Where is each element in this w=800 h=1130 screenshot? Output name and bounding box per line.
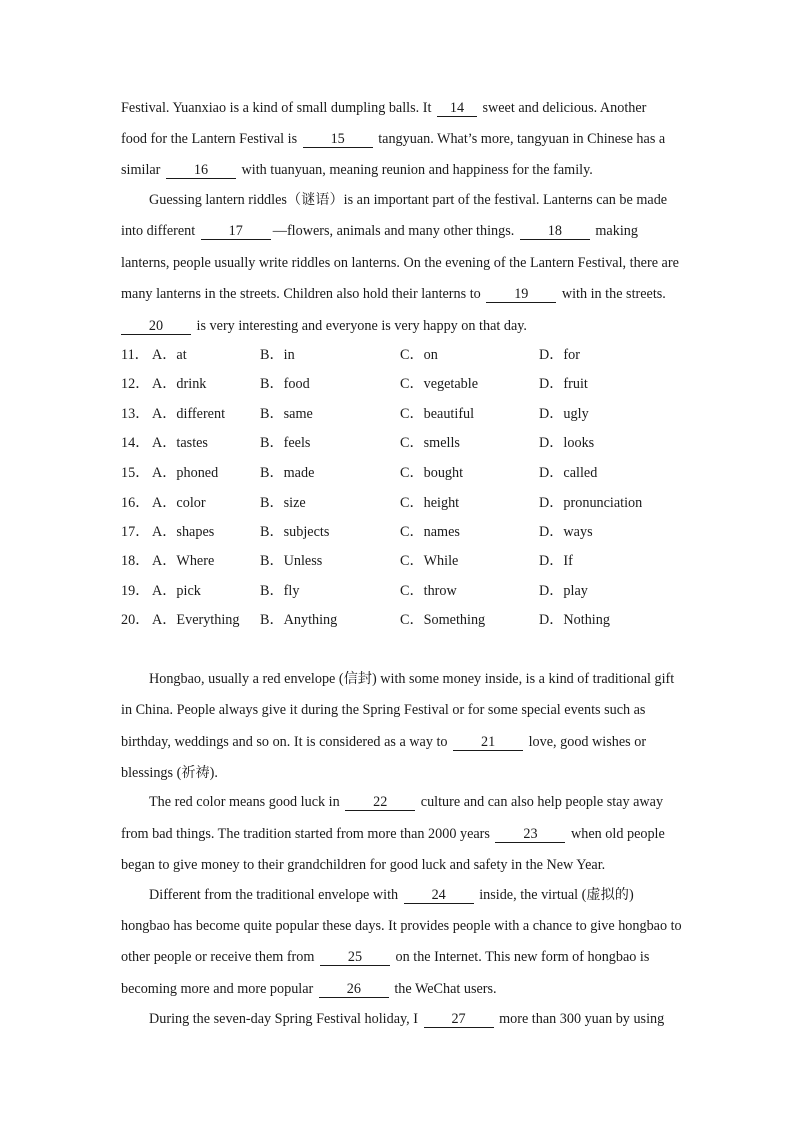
option-a[interactable]: A．pick [152,583,201,599]
answer-blank-25[interactable]: 25 [320,949,390,966]
answer-blank-20[interactable]: 20 [121,318,191,335]
option-c[interactable]: C．Something [400,612,486,628]
option-d[interactable]: D．for [539,347,580,363]
option-c[interactable]: C．bought [400,465,464,481]
question-number: 18． [121,553,150,569]
question-number: 19． [121,583,150,599]
text: food for the Lantern Festival is [121,131,298,147]
text: The red color means good luck in [149,794,340,810]
passage2-line [149,670,674,688]
question-number: 12． [121,376,150,392]
passage1-line [121,161,593,179]
passage2-line [121,948,649,966]
passage2-line [149,886,634,904]
option-row [121,434,721,452]
option-d[interactable]: D．called [539,465,598,481]
text: inside, the virtual (虚拟的) [479,887,634,903]
question-number: 15． [121,465,150,481]
text: —flowers, animals and many other things. [272,223,515,239]
option-c[interactable]: C．names [400,524,460,540]
passage1-line [121,317,527,335]
text: blessings (祈祷). [121,765,218,781]
text: on the Internet. This new form of hongbao is [395,949,650,965]
passage2-line [121,917,682,935]
answer-blank-18[interactable]: 18 [520,223,590,240]
option-c[interactable]: C．height [400,495,460,511]
option-b[interactable]: B．in [260,347,295,363]
option-a[interactable]: A．tastes [152,435,208,451]
option-b[interactable]: B．food [260,376,310,392]
option-d[interactable]: D．play [539,583,588,599]
text: the WeChat users. [394,981,497,997]
option-b[interactable]: B．made [260,465,315,481]
option-b[interactable]: B．feels [260,435,311,451]
option-d[interactable]: D．pronunciation [539,495,643,511]
answer-blank-21[interactable]: 21 [453,734,523,751]
answer-blank-14[interactable]: 14 [437,100,477,117]
option-row [121,552,721,570]
question-number: 11． [121,347,149,363]
option-a[interactable]: A．color [152,495,206,511]
option-row [121,346,721,364]
option-b[interactable]: B．fly [260,583,300,599]
option-c[interactable]: C．smells [400,435,460,451]
passage1-line [149,191,667,209]
question-number: 20． [121,612,150,628]
option-c[interactable]: C．on [400,347,438,363]
passage2-line [149,1010,664,1028]
text: with tuanyuan, meaning reunion and happiness for the family. [241,162,593,178]
text: birthday, weddings and so on. It is considered as a way to [121,734,448,750]
option-a[interactable]: A．shapes [152,524,215,540]
option-d[interactable]: D．Nothing [539,612,610,628]
answer-blank-27[interactable]: 27 [424,1011,494,1028]
option-a[interactable]: A．Everything [152,612,240,628]
question-number: 16． [121,495,150,511]
option-a[interactable]: A．drink [152,376,207,392]
text: other people or receive them from [121,949,315,965]
passage2-line [149,793,663,811]
option-a[interactable]: A．different [152,406,226,422]
text: in China. People always give it during the Spring Festival or for some special events such as [121,702,646,718]
option-a[interactable]: A．at [152,347,187,363]
passage1-line [121,99,646,117]
option-d[interactable]: D．If [539,553,573,569]
answer-blank-17[interactable]: 17 [201,223,271,240]
text: During the seven-day Spring Festival holiday, I [149,1011,418,1027]
passage2-line [121,980,497,998]
text: making [595,223,638,239]
passage2-line [121,733,646,751]
text: tangyuan. What’s more, tangyuan in Chinese has a [378,131,666,147]
answer-blank-26[interactable]: 26 [319,981,389,998]
answer-blank-24[interactable]: 24 [404,887,474,904]
text: when old people [571,826,665,842]
text: began to give money to their grandchildren for good luck and safety in the New Year. [121,857,606,873]
text: Festival. Yuanxiao is a kind of small dumpling balls. It [121,100,432,116]
option-a[interactable]: A．Where [152,553,215,569]
text: into different [121,223,196,239]
option-d[interactable]: D．ugly [539,406,589,422]
text: sweet and delicious. Another [482,100,647,116]
passage2-line [121,701,645,719]
option-b[interactable]: B．subjects [260,524,330,540]
option-c[interactable]: C．vegetable [400,376,479,392]
text: hongbao has become quite popular these days. It provides people with a chance to give hongbao to [121,918,682,934]
option-d[interactable]: D．fruit [539,376,588,392]
passage2-line [121,856,605,874]
answer-blank-19[interactable]: 19 [486,286,556,303]
option-row [121,494,721,512]
answer-blank-23[interactable]: 23 [495,826,565,843]
answer-blank-15[interactable]: 15 [303,131,373,148]
option-b[interactable]: B．Unless [260,553,323,569]
option-d[interactable]: D．looks [539,435,595,451]
option-row [121,582,721,600]
text: many lanterns in the streets. Children also hold their lanterns to [121,286,481,302]
question-number: 17． [121,524,150,540]
option-row [121,405,721,423]
text: Hongbao, usually a red envelope (信封) with some money inside, is a kind of traditional gift [149,671,675,687]
option-c[interactable]: C．While [400,553,459,569]
option-row [121,611,721,629]
text: lanterns, people usually write riddles on lanterns. On the evening of the Lantern Festival, there are [121,255,679,271]
answer-blank-22[interactable]: 22 [345,794,415,811]
text: with in the streets. [561,286,666,302]
passage2-line [121,764,218,782]
option-row [121,523,721,541]
passage1-line [121,130,665,148]
answer-blank-16[interactable]: 16 [166,162,236,179]
option-d[interactable]: D．ways [539,524,593,540]
option-row [121,375,721,393]
option-a[interactable]: A．phoned [152,465,219,481]
question-number: 14． [121,435,150,451]
option-row [121,464,721,482]
text: similar [121,162,161,178]
option-b[interactable]: B．Anything [260,612,338,628]
text: love, good wishes or [528,734,647,750]
passage1-line [121,254,679,272]
text: is very interesting and everyone is very happy on that day. [196,318,527,334]
passage1-line [121,285,666,303]
option-c[interactable]: C．throw [400,583,457,599]
option-b[interactable]: B．size [260,495,306,511]
option-b[interactable]: B．same [260,406,313,422]
option-c[interactable]: C．beautiful [400,406,475,422]
text: culture and can also help people stay away [420,794,664,810]
passage1-line [121,222,638,240]
text: more than 300 yuan by using [499,1011,665,1027]
text: becoming more and more popular [121,981,314,997]
text: Different from the traditional envelope with [149,887,399,903]
text: Guessing lantern riddles（谜语）is an important part of the festival. Lanterns can be made [149,192,668,208]
question-number: 13． [121,406,150,422]
passage2-line [121,825,665,843]
text: from bad things. The tradition started from more than 2000 years [121,826,490,842]
